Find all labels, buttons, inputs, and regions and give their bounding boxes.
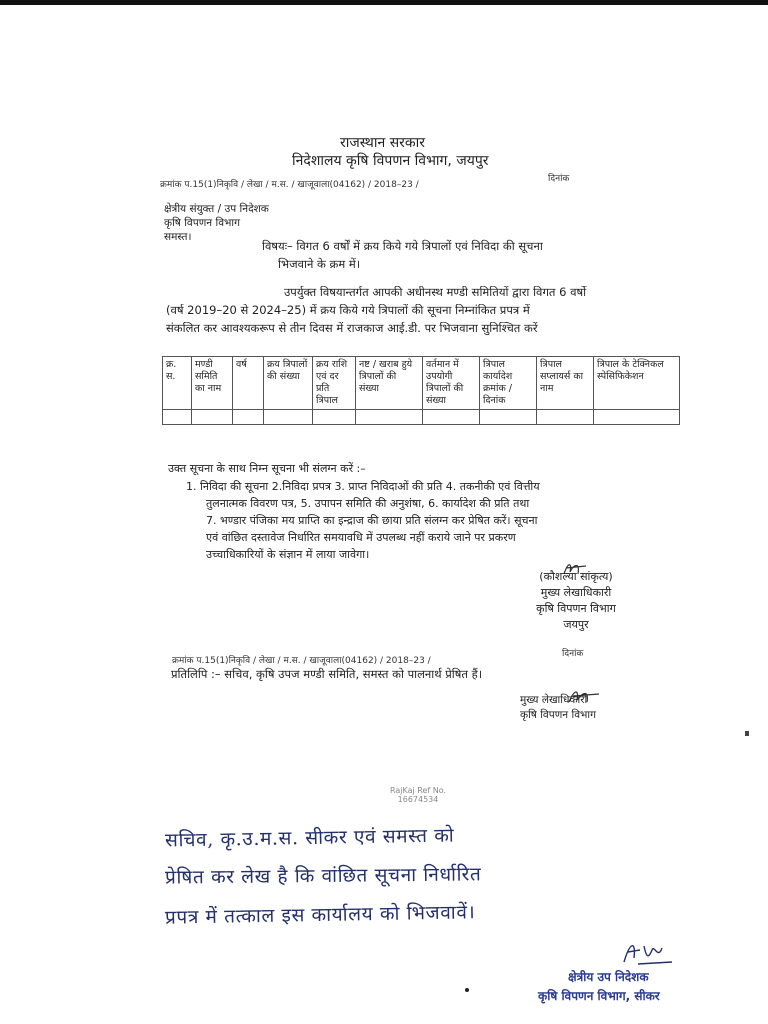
signatory-city: जयपुर: [563, 618, 589, 631]
table-cell: [423, 409, 480, 424]
margin-mark: [745, 731, 749, 736]
table-cell: [537, 409, 594, 424]
body-line: संकलित कर आवश्यकरूप से तीन दिवस में राजकाज आई.डी. पर भिजवाना सुनिश्चित करें: [166, 322, 538, 335]
signatory-name: (कौशल्या सांकृत्य): [539, 570, 613, 583]
date-label: दिनांक: [548, 174, 570, 184]
enclosure-line: 1. निविदा की सूचना 2.निविदा प्रपत्र 3. प्राप्त निविदाओं की प्रति 4. तकनीकी एवं वित्तीय: [186, 480, 540, 493]
handwritten-note-line: सचिव, कृ.उ.म.स. सीकर एवं समस्त को: [164, 824, 455, 852]
date-label-copy: दिनांक: [562, 649, 584, 659]
addressee-line: क्षेत्रीय संयुक्त / उप निदेशक: [164, 203, 269, 215]
subject-line: विषयः– विगत 6 वर्षों में क्रय किये गये त्रिपालों एवं निविदा की सूचना: [262, 239, 543, 253]
col-damaged: नष्ट / खराब हुये त्रिपालों की संख्या: [356, 357, 423, 410]
enclosure-line: तुलनात्मक विवरण पत्र, 5. उपापन समिति की अनुशंषा, 6. कार्यादेश की प्रति तथा: [206, 497, 530, 510]
rajkaj-number: 16674534: [397, 795, 439, 804]
subject-block: [262, 240, 543, 276]
addressee-line: कृषि विपणन विभाग: [164, 217, 241, 229]
col-usable: वर्तमान में उपयोगी त्रिपालों की संख्या: [423, 357, 480, 410]
col-quantity: क्रय त्रिपालों की संख्या: [264, 357, 313, 410]
col-amount-rate: क्रय राशि एवं दर प्रति त्रिपाल: [313, 357, 356, 410]
handwritten-note-line: प्रपत्र में तत्काल इस कार्यालय को भिजवावें।: [164, 901, 476, 929]
signatory-department: कृषि विपणन विभाग: [520, 709, 597, 721]
enclosure-line: उच्चाधिकारियों के संज्ञान में लाया जावेगा।: [206, 548, 370, 561]
subject-line: भिजवाने के क्रम में।: [278, 257, 361, 271]
header-directorate: निदेशालय कृषि विपणन विभाग, जयपुर: [292, 153, 489, 169]
col-committee: मण्डी समिति का नाम: [192, 357, 233, 410]
table-cell: [192, 409, 233, 424]
enclosure-line: एवं वांछित दस्तावेज निर्धारित समयावधि में उपलब्ध नहीं कराये जाने पर प्रकरण: [206, 531, 516, 544]
office-stamp: [538, 968, 660, 1006]
rajkaj-label: RajKaj Ref No.: [389, 786, 447, 795]
rajkaj-watermark: [388, 786, 448, 804]
reference-number-copy: क्रमांक प.15(1)निकृवि / लेखा / म.स. / खाजूवाला(04162) / 2018–23 /: [172, 656, 431, 666]
signatory-designation: मुख्य लेखाधिकारी: [520, 694, 588, 706]
addressee-line: समस्त।: [164, 231, 192, 243]
header-government: राजस्थान सरकार: [340, 135, 425, 151]
table-cell: [594, 409, 680, 424]
scan-top-edge: [0, 0, 768, 5]
signature-scribble-3: [618, 936, 678, 970]
signature-block-1: [515, 570, 637, 634]
enclosure-intro: उक्त सूचना के साथ निम्न सूचना भी संलग्न करें :–: [168, 462, 366, 475]
table-cell: [480, 409, 537, 424]
body-line: उपर्युक्त विषयान्तर्गत आपकी अधीनस्थ मण्डी समितियों द्वारा विगत 6 वर्षो: [284, 286, 587, 299]
col-specification: त्रिपाल के टेक्निकल स्पेसिफिकेशन: [594, 357, 680, 410]
table-header-row: [163, 357, 680, 410]
table-cell: [233, 409, 264, 424]
col-supplier: त्रिपाल सप्लायर्स का नाम: [537, 357, 594, 410]
tarpaulin-info-table: [162, 356, 680, 425]
table-cell: [356, 409, 423, 424]
ink-dot: [465, 988, 469, 992]
col-serial: क्र. स.: [163, 357, 192, 410]
table-row: [163, 409, 680, 424]
body-paragraph: [166, 286, 654, 340]
col-year: वर्ष: [233, 357, 264, 410]
addressee-block: [164, 203, 269, 245]
handwritten-note-line: प्रेषित कर लेख है कि वांछित सूचना निर्धारित: [164, 863, 482, 889]
copy-to-line: प्रतिलिपि :– सचिव, कृषि उपज मण्डी समिति, समस्त को पालनार्थ प्रेषित हैं।: [171, 667, 483, 681]
reference-number: क्रमांक प.15(1)निकृवि / लेखा / म.स. / खाजूवाला(04162) / 2018–23 /: [160, 180, 419, 190]
signatory-designation: मुख्य लेखाधिकारी: [540, 586, 612, 599]
table-cell: [313, 409, 356, 424]
enclosure-line: 7. भण्डार पंजिका मय प्राप्ति का इन्द्राज की छाया प्रति संलग्न कर प्रेषित करें। सूचना: [206, 514, 538, 527]
table-cell: [163, 409, 192, 424]
stamp-department: कृषि विपणन विभाग, सीकर: [538, 989, 660, 1003]
col-work-order: त्रिपाल कार्यादेश क्रमांक / दिनांक: [480, 357, 537, 410]
signature-block-2: [520, 694, 640, 724]
body-line: (वर्ष 2019–20 से 2024–25) में क्रय किये गये त्रिपालों की सूचना निम्नांकित प्रपत्र में: [166, 304, 530, 317]
stamp-designation: क्षेत्रीय उप निदेशक: [568, 970, 649, 984]
signatory-department: कृषि विपणन विभाग: [536, 602, 616, 615]
enclosure-list: [176, 480, 656, 565]
table-cell: [264, 409, 313, 424]
